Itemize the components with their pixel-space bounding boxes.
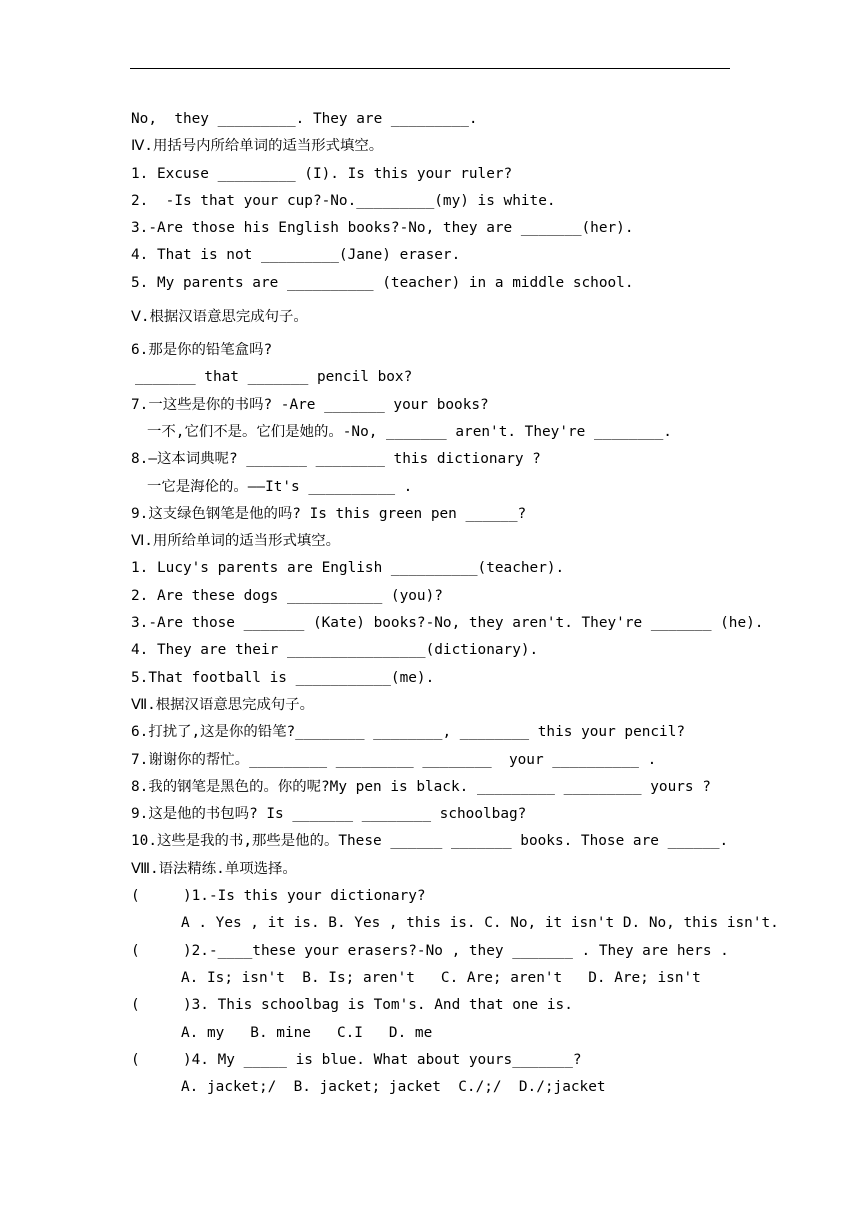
text-line: _______ that _______ pencil box? xyxy=(135,369,413,386)
text-line: 6.那是你的铅笔盒吗? xyxy=(131,342,273,359)
text-line: 一不,它们不是。它们是她的。-No, _______ aren't. They're ________. xyxy=(147,423,672,440)
text-line: A. Is; isn't B. Is; aren't C. Are; aren't D. Are; isn't xyxy=(181,969,701,986)
text-line: 5. My parents are __________ (teacher) in a middle school. xyxy=(131,274,634,291)
text-line: ( )4. My _____ is blue. What about yours_______? xyxy=(131,1051,582,1068)
text-line: 一它是海伦的。——It's __________ . xyxy=(147,478,413,495)
text-line: Ⅵ.用所给单词的适当形式填空。 xyxy=(131,533,341,550)
text-line: 3.-Are those his English books?-No, they are _______(her). xyxy=(131,220,634,237)
text-line: 10.这些是我的书,那些是他的。These ______ _______ books. Those are ______. xyxy=(131,833,729,850)
text-line: Ⅴ.根据汉语意思完成句子。 xyxy=(131,309,308,326)
text-line: 2. Are these dogs ___________ (you)? xyxy=(131,587,443,604)
text-line: ( )1.-Is this your dictionary? xyxy=(131,888,426,905)
text-line: 2. -Is that your cup?-No._________(my) is white. xyxy=(131,192,556,209)
text-line: 4. They are their ________________(dictionary). xyxy=(131,642,539,659)
text-line: Ⅶ.根据汉语意思完成句子。 xyxy=(131,696,315,713)
text-line: 7.一这些是你的书吗? -Are _______ your books? xyxy=(131,396,489,413)
text-line: No, they _________. They are _________. xyxy=(131,111,478,127)
text-line: 7.谢谢你的帮忙。_________ _________ ________ your __________ . xyxy=(131,751,657,768)
text-line: 1. Lucy's parents are English __________(teacher). xyxy=(131,560,565,577)
text-line: 9.这是他的书包吗? Is _______ ________ schoolbag? xyxy=(131,806,527,823)
text-line: 1. Excuse _________ (I). Is this your ruler? xyxy=(131,165,513,182)
text-line: A. jacket;/ B. jacket; jacket C./;/ D./;jacket xyxy=(181,1079,606,1096)
text-line: A . Yes , it is. B. Yes , this is. C. No, it isn't D. No, this isn't. xyxy=(181,915,779,932)
text-line: 6.打扰了,这是你的铅笔?________ ________, ________ this your pencil? xyxy=(131,724,686,741)
header-rule xyxy=(130,68,730,69)
text-line: 5.That football is ___________(me). xyxy=(131,669,435,686)
text-line: 4. That is not _________(Jane) eraser. xyxy=(131,247,461,264)
text-line: Ⅷ.语法精练.单项选择。 xyxy=(131,860,297,877)
text-line: 8.—这本词典呢? _______ ________ this dictionary ? xyxy=(131,451,541,468)
text-line: A. my B. mine C.I D. me xyxy=(181,1024,433,1041)
text-line: 3.-Are those _______ (Kate) books?-No, they aren't. They're _______ (he). xyxy=(131,615,764,632)
text-line: Ⅳ.用括号内所给单词的适当形式填空。 xyxy=(131,138,384,155)
text-line: 8.我的钢笔是黑色的。你的呢?My pen is black. _________ _________ yours ? xyxy=(131,778,711,795)
text-line: ( )3. This schoolbag is Tom's. And that one is. xyxy=(131,997,573,1014)
worksheet-content xyxy=(131,106,779,1101)
text-line: 9.这支绿色钢笔是他的吗? Is this green pen ______? xyxy=(131,505,527,522)
text-line: ( )2.-____these your erasers?-No , they _______ . They are hers . xyxy=(131,942,729,959)
